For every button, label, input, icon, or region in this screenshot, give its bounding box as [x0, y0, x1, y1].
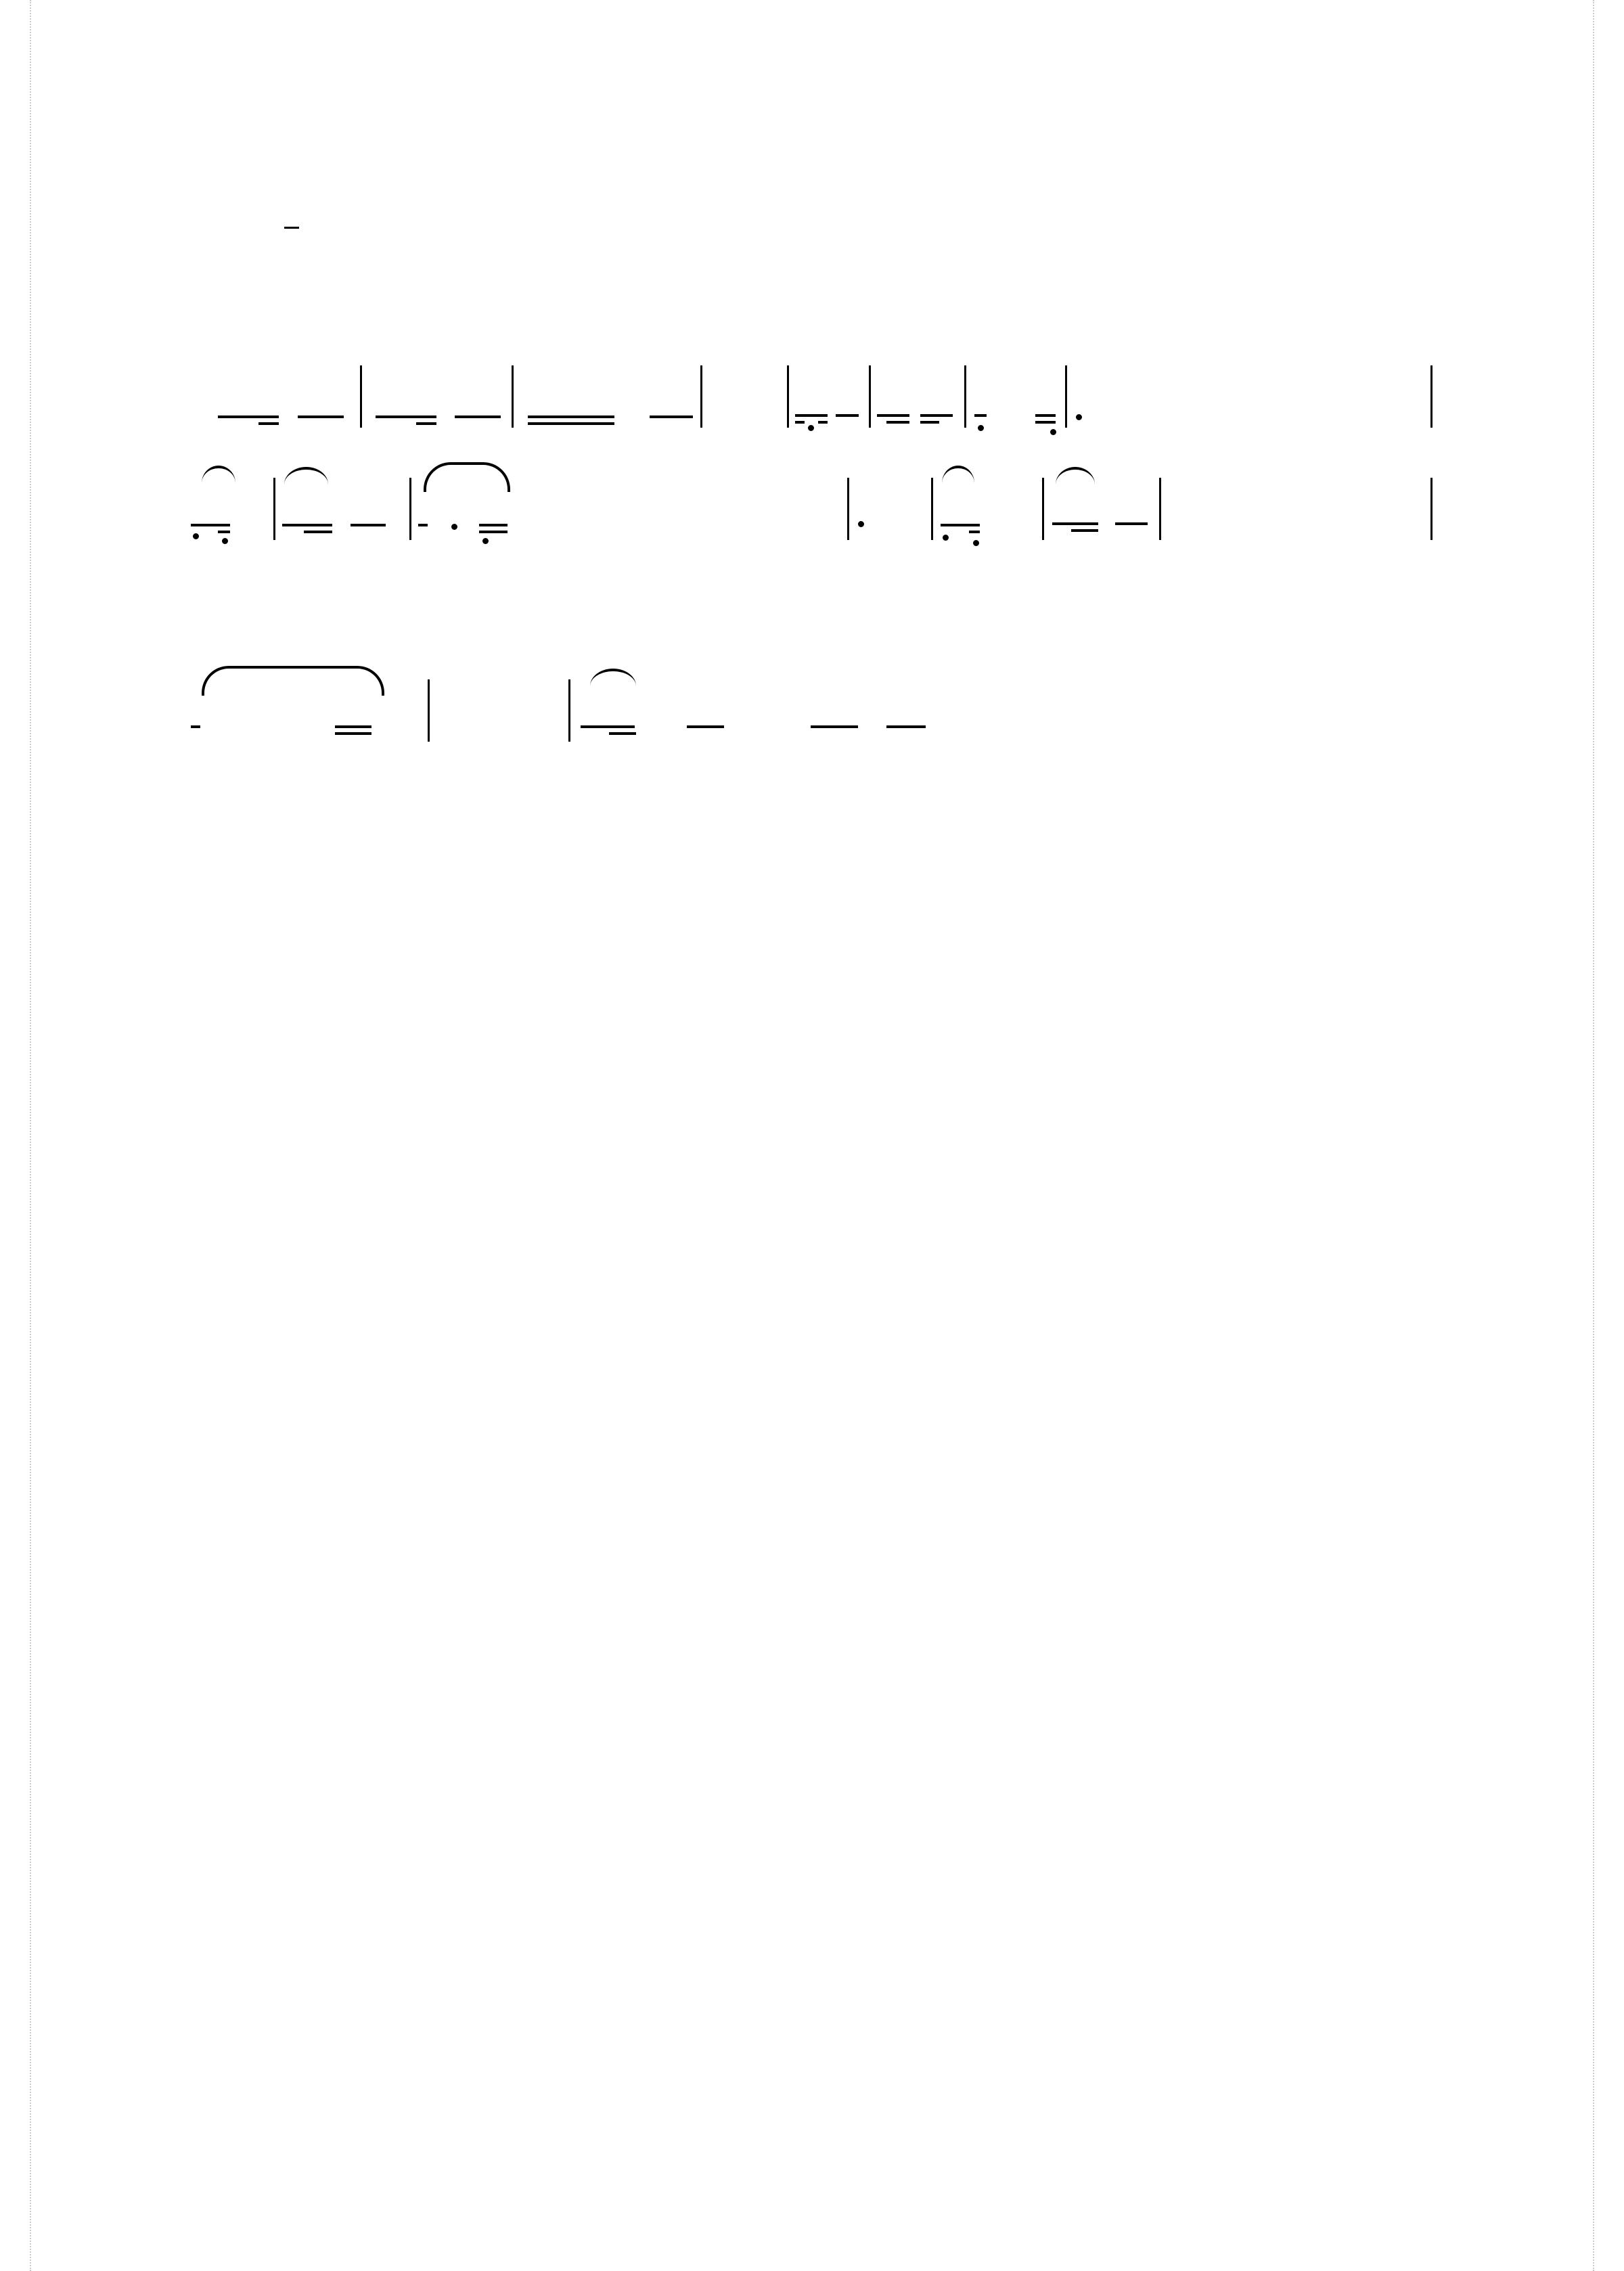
underline	[920, 421, 939, 424]
barline	[1159, 478, 1161, 540]
underline	[836, 414, 859, 417]
low-octave-dot	[1050, 429, 1056, 435]
underline	[416, 422, 436, 425]
underline	[1115, 522, 1148, 525]
slur	[202, 666, 384, 696]
underline	[1071, 529, 1098, 532]
low-octave-dot	[973, 540, 979, 546]
underline	[418, 524, 428, 526]
underline	[1035, 421, 1056, 424]
underline	[351, 524, 386, 526]
underline	[941, 524, 980, 526]
barline	[700, 365, 702, 428]
underline	[479, 524, 508, 526]
underline	[335, 732, 371, 735]
time-signature	[283, 227, 300, 229]
underline	[795, 414, 828, 417]
slur	[424, 462, 510, 492]
low-octave-dot	[1076, 414, 1082, 420]
underline	[886, 421, 909, 424]
page-edge-left	[30, 0, 32, 2271]
underline	[974, 414, 987, 417]
low-octave-dot	[808, 425, 814, 431]
underline	[1052, 522, 1098, 525]
low-octave-dot	[222, 538, 228, 544]
time-bar	[284, 227, 299, 229]
underline	[581, 725, 635, 728]
underline	[528, 415, 614, 418]
underline	[877, 414, 909, 417]
underline	[479, 531, 508, 533]
underline	[609, 732, 636, 735]
underline	[191, 524, 230, 526]
barline	[847, 478, 849, 540]
underline	[920, 414, 953, 417]
barline	[1430, 365, 1433, 428]
low-octave-dot	[193, 533, 199, 539]
low-octave-dot	[943, 535, 949, 541]
low-octave-dot	[858, 521, 864, 527]
underline	[811, 725, 858, 728]
page-edge-right	[1593, 0, 1596, 2271]
barline	[964, 365, 966, 428]
low-octave-dot	[451, 524, 457, 530]
barline	[512, 365, 514, 428]
underline	[218, 531, 230, 533]
barline	[568, 679, 570, 742]
underline	[335, 725, 371, 728]
low-octave-dot	[978, 425, 984, 431]
barline	[1042, 478, 1044, 540]
underline	[298, 415, 344, 418]
barline	[787, 365, 789, 428]
underline	[191, 725, 200, 728]
barline	[360, 365, 362, 428]
underline	[282, 524, 332, 526]
barline	[931, 478, 933, 540]
underline	[886, 725, 926, 728]
barline	[1430, 478, 1433, 540]
underline	[1035, 414, 1056, 417]
slur	[590, 669, 636, 686]
underline	[650, 415, 693, 418]
slur	[942, 466, 974, 483]
barline	[869, 365, 871, 428]
slur	[1056, 467, 1095, 485]
underline	[528, 422, 614, 425]
underline	[304, 531, 332, 533]
underline	[258, 422, 279, 425]
low-octave-dot	[482, 538, 489, 544]
underline	[687, 725, 724, 728]
underline	[818, 421, 828, 424]
underline	[455, 415, 501, 418]
barline	[409, 478, 411, 540]
barline	[273, 478, 275, 540]
underline	[795, 421, 805, 424]
barline	[1065, 365, 1067, 428]
underline	[969, 531, 980, 533]
slur	[202, 466, 235, 483]
underline	[218, 415, 279, 418]
slur	[284, 467, 328, 485]
underline	[376, 415, 436, 418]
barline	[428, 679, 430, 742]
